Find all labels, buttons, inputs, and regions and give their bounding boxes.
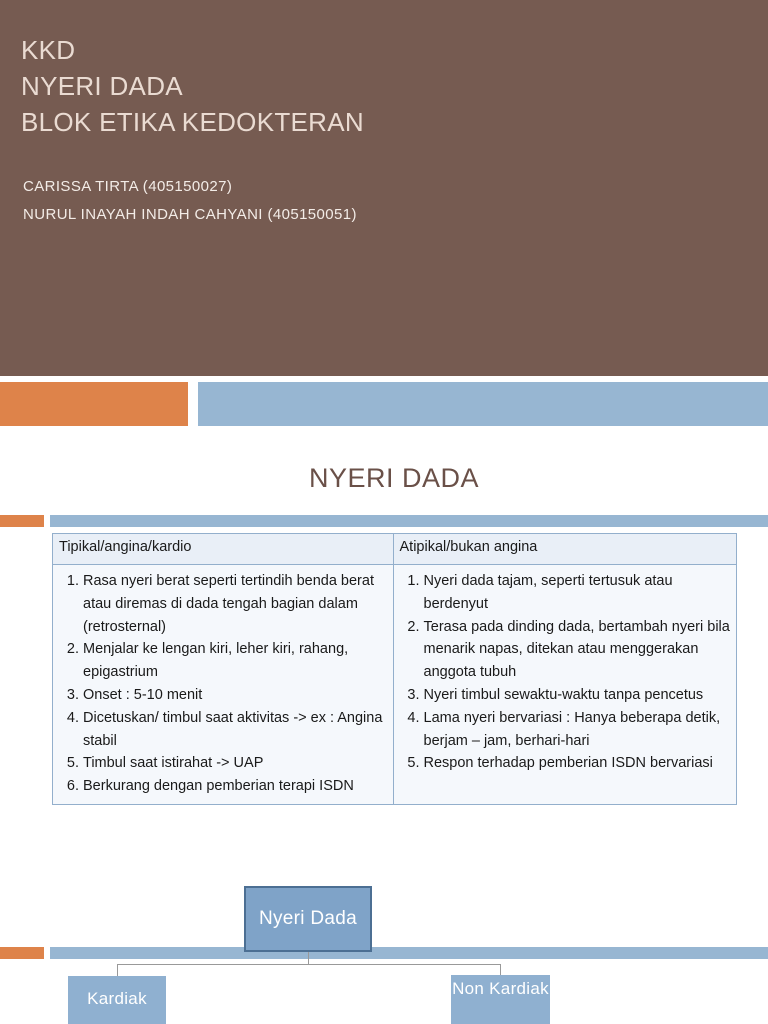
decorative-orange-strip xyxy=(0,947,44,959)
slide-title xyxy=(21,32,364,140)
comparison-table xyxy=(52,533,737,805)
decorative-orange-strip xyxy=(0,515,44,527)
connector-line xyxy=(117,964,501,965)
decorative-blue-strip xyxy=(50,947,768,959)
atypical-list xyxy=(398,570,732,775)
list-item: 5. Respon terhadap pemberian ISDN bervariasi xyxy=(424,752,732,775)
diagram-node-kardiak: Kardiak xyxy=(68,976,166,1024)
decorative-blue-strip xyxy=(50,515,768,527)
list-item: 4. Dicetuskan/ timbul saat aktivitas -> ex : Angina stabil xyxy=(83,707,389,753)
decorative-orange-bar xyxy=(0,382,188,426)
list-item: 5. Timbul saat istirahat -> UAP xyxy=(83,752,389,775)
author-2: NURUL INAYAH INDAH CAHYANI (405150051) xyxy=(23,206,357,223)
list-item: 3. Nyeri timbul sewaktu-waktu tanpa pencetus xyxy=(424,684,732,707)
connector-line xyxy=(500,964,501,975)
list-item: 6. Berkurang dengan pemberian terapi ISDN xyxy=(83,775,389,798)
title-line-3: BLOK ETIKA KEDOKTERAN xyxy=(21,107,364,137)
connector-line xyxy=(117,964,118,976)
list-item: 4. Lama nyeri bervariasi : Hanya beberapa detik, berjam – jam, berhari-hari xyxy=(424,707,732,753)
header-atypical: Atipikal/bukan angina xyxy=(393,534,736,565)
table-header-row xyxy=(53,534,737,565)
author-1: CARISSA TIRTA (405150027) xyxy=(23,178,233,195)
decorative-blue-bar xyxy=(198,382,768,426)
list-item: 3. Onset : 5-10 menit xyxy=(83,684,389,707)
slide-heading: NYERI DADA xyxy=(308,463,480,493)
table-row xyxy=(53,565,737,805)
list-item: 2. Terasa pada dinding dada, bertambah nyeri bila menarik napas, ditekan atau menggerakan anggota tubuh xyxy=(424,616,732,684)
list-item: 2. Menjalar ke lengan kiri, leher kiri, rahang, epigastrium xyxy=(83,638,389,684)
author-list xyxy=(23,173,357,229)
list-item: 1. Nyeri dada tajam, seperti tertusuk atau berdenyut xyxy=(424,570,732,616)
list-item: 1. Rasa nyeri berat seperti tertindih benda berat atau diremas di dada tengah bagian dalam (retrosternal) xyxy=(83,570,389,638)
diagram-root-node: Nyeri Dada xyxy=(244,886,372,952)
connector-line xyxy=(308,952,309,964)
title-line-2: NYERI DADA xyxy=(21,71,183,101)
typical-cell xyxy=(53,565,394,805)
title-line-1: KKD xyxy=(21,35,76,65)
typical-list xyxy=(57,570,389,798)
atypical-cell xyxy=(393,565,736,805)
diagram-node-non-kardiak: Non Kardiak xyxy=(451,975,550,1024)
header-typical: Tipikal/angina/kardio xyxy=(53,534,394,565)
title-slide xyxy=(0,0,768,376)
